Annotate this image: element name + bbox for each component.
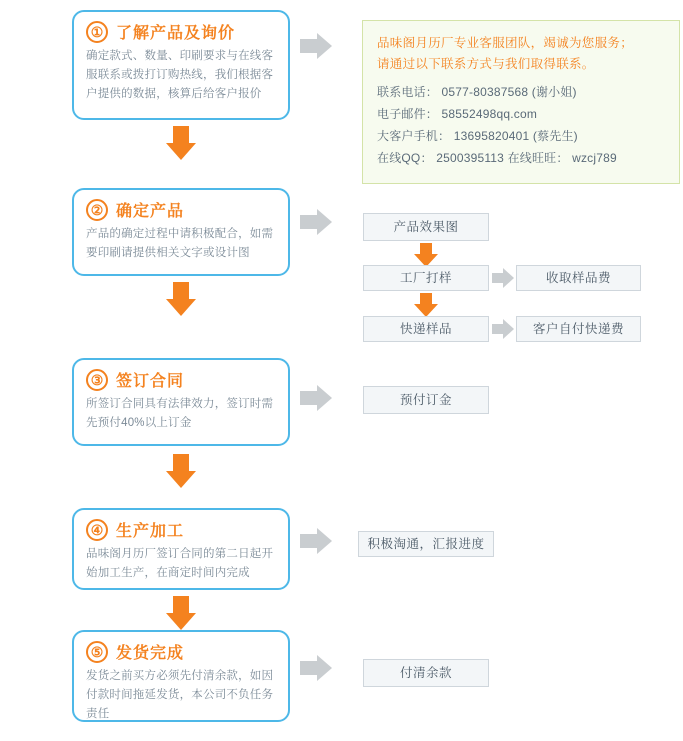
arrow-right-express-fee-icon (492, 319, 514, 339)
contact-phone: 联系电话： 0577-80387568 (谢小姐) (377, 85, 577, 99)
output-product-rendering (363, 213, 489, 241)
step-header-3 (86, 368, 276, 391)
step-card-5[interactable] (72, 630, 290, 722)
arrow-down-2-3-icon (166, 282, 196, 316)
step-title-4: 生产加工 (116, 523, 185, 540)
step-desc-5: 发货之前买方必须先付清余款，如因付款时间拖延发货，本公司不负任务责任 (86, 670, 274, 720)
arrow-down-rendering-sample-icon (414, 243, 438, 267)
step-desc-2: 产品的确定过程中请积极配合，如需要印刷请提供相关文字或设计图 (86, 228, 274, 259)
arrow-right-sample-fee-icon (492, 268, 514, 288)
arrow-down-4-5-icon (166, 596, 196, 630)
output-product-rendering-label: 产品效果图 (393, 220, 459, 234)
arrow-right-step-5-icon (300, 655, 332, 681)
step-card-3[interactable] (72, 358, 290, 446)
step-title-1: 了解产品及询价 (116, 25, 236, 42)
step-desc-3: 所签订合同具有法律效力，签订时需先预付40%以上订金 (86, 398, 274, 429)
step-header-1 (86, 20, 276, 43)
step-number-3: ③ (86, 369, 108, 391)
contact-im: 在线QQ： 2500395113 在线旺旺： wzcj789 (377, 151, 617, 165)
output-express-sample-label: 快递样品 (399, 322, 452, 336)
contact-email: 电子邮件： 58552498qq.com (377, 107, 538, 121)
arrow-right-step-1-icon (300, 33, 332, 59)
arrow-down-1-2-icon (166, 126, 196, 160)
contact-panel (362, 20, 680, 184)
step-title-2: 确定产品 (116, 203, 185, 220)
step-number-2: ② (86, 199, 108, 221)
contact-lead-line-1: 品味阁月历厂专业客服团队，竭诚为您服务； (377, 36, 634, 50)
step-desc-4: 品味阁月历厂签订合同的第二日起开始加工生产，在商定时间内完成 (86, 548, 274, 579)
output-express-sample (363, 316, 489, 342)
output-deposit-label: 预付订金 (399, 393, 452, 407)
output-factory-sample (363, 265, 489, 291)
output-sample-fee (516, 265, 641, 291)
output-final-payment-label: 付清余款 (399, 666, 452, 680)
step-card-2[interactable] (72, 188, 290, 276)
arrow-down-3-4-icon (166, 454, 196, 488)
step-number-5: ⑤ (86, 641, 108, 663)
arrow-right-step-4-icon (300, 528, 332, 554)
step-header-4 (86, 518, 276, 541)
step-header-2 (86, 198, 276, 221)
step-title-5: 发货完成 (116, 645, 185, 662)
output-progress (358, 531, 494, 557)
step-title-3: 签订合同 (116, 373, 185, 390)
output-progress-label: 积极淘通，汇报进度 (367, 537, 485, 551)
arrow-down-sample-express-icon (414, 293, 438, 317)
step-header-5 (86, 640, 276, 663)
arrow-right-step-2-icon (300, 209, 332, 235)
contact-mobile: 大客户手机： 13695820401 (蔡先生) (377, 129, 578, 143)
output-final-payment (363, 659, 489, 687)
contact-lead-line-2: 请通过以下联系方式与我们取得联系。 (377, 57, 595, 71)
step-card-4[interactable] (72, 508, 290, 590)
step-desc-1: 确定款式、数量、印刷要求与在线客服联系或拨打订购热线，我们根据客户提供的数据，核算后给客户报价 (86, 50, 274, 100)
output-deposit (363, 386, 489, 414)
step-card-1[interactable] (72, 10, 290, 120)
output-sample-fee-label: 收取样品费 (545, 271, 611, 285)
output-factory-sample-label: 工厂打样 (399, 271, 452, 285)
arrow-right-step-3-icon (300, 385, 332, 411)
step-number-4: ④ (86, 519, 108, 541)
step-number-1: ① (86, 21, 108, 43)
output-express-fee-label: 客户自付快递费 (532, 322, 624, 336)
output-express-fee (516, 316, 641, 342)
